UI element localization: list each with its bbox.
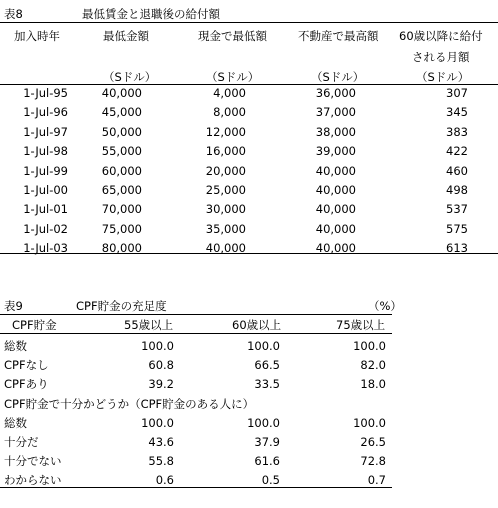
t9-cell: 0.7 [367,473,386,487]
table9-unit: （%） [368,299,402,313]
t9-cell: 43.6 [148,435,174,449]
t8-header-min-amount: 最低金額 [103,29,149,43]
t9-cell: 39.2 [148,377,174,391]
t8-cell: 55,000 [101,144,142,159]
t8-cell: 1-Jul-03 [23,241,68,256]
t8-unit-4: （Sドル） [416,70,470,84]
t8-header-join-year: 加入時年 [14,29,60,43]
t8-cell: 12,000 [205,124,246,139]
t9-cell: 18.0 [360,377,386,391]
t9-cell: 100.0 [247,339,280,353]
table8-label: 表8 [4,7,23,21]
t9-cell: CPFなし [4,358,49,372]
t8-cell: 40,000 [315,241,356,256]
t8-cell: 1-Jul-00 [23,183,68,197]
t8-cell: 1-Jul-97 [23,124,68,139]
t9-cell: 0.5 [261,473,280,487]
t8-cell: 80,000 [101,241,142,256]
t9-cell: 72.8 [360,454,386,468]
t9-cell: 37.9 [254,435,280,449]
t8-cell: 498 [446,183,468,197]
t8-unit-1: （Sドル） [103,70,157,84]
t8-cell: 60,000 [101,163,142,178]
t8-cell: 383 [446,124,468,139]
table8-header-rule [0,84,498,85]
t8-cell: 30,000 [205,202,246,217]
t8-cell: 307 [446,86,468,100]
t9-cell: 0.6 [155,473,174,487]
table8-bottom-rule [0,253,498,254]
t8-cell: 65,000 [101,183,142,197]
t8-header-monthly-benefit-2: される月額 [412,50,470,64]
t8-cell: 1-Jul-99 [23,163,68,178]
t9-cell: CPFあり [4,377,49,391]
t8-cell: 1-Jul-95 [23,86,68,100]
t8-cell: 40,000 [315,183,356,197]
t9-cell: 82.0 [360,358,386,372]
t8-cell: 75,000 [101,221,142,236]
t9-cell: 26.5 [360,435,386,449]
table9-title: CPF貯金の充足度 [76,299,167,313]
t8-cell: 40,000 [101,86,142,100]
t8-header-monthly-benefit: 60歳以降に給付 [399,29,483,43]
table9-bottom-rule [0,487,392,488]
t8-cell: 45,000 [101,105,142,120]
t8-cell: 1-Jul-01 [23,202,68,217]
t8-cell: 38,000 [315,124,356,139]
t8-cell: 40,000 [315,202,356,217]
t9-cell: 十分でない [4,454,62,468]
t8-cell: 50,000 [101,124,142,139]
t9-cell: 十分だ [4,435,39,449]
t9-section-label: CPF貯金で十分かどうか（CPF貯金のある人に） [4,397,255,411]
t9-header-cpf: CPF貯金 [12,318,57,332]
t8-cell: 1-Jul-98 [23,144,68,159]
t9-cell: 総数 [4,416,27,430]
t8-cell: 422 [446,144,468,159]
t9-cell: わからない [4,473,62,487]
table8-title: 最低賃金と退職後の給付額 [82,7,220,21]
t9-cell: 総数 [4,339,27,353]
t9-cell: 100.0 [247,416,280,430]
t9-cell: 100.0 [141,416,174,430]
t8-cell: 36,000 [315,86,356,100]
t8-cell: 537 [446,202,468,217]
t8-cell: 1-Jul-96 [23,105,68,120]
t8-cell: 345 [446,105,468,120]
t8-cell: 40,000 [315,221,356,236]
t8-header-property-max: 不動産で最高額 [298,29,379,43]
table8-top-rule [0,22,498,23]
t8-cell: 40,000 [315,163,356,178]
t9-cell: 61.6 [254,454,280,468]
t8-cell: 460 [446,163,468,178]
t8-cell: 8,000 [213,105,246,120]
t8-cell: 35,000 [205,221,246,236]
t9-cell: 55.8 [148,454,174,468]
t8-cell: 613 [446,241,468,256]
t8-cell: 20,000 [205,163,246,178]
t8-cell: 70,000 [101,202,142,217]
table9-label: 表9 [4,299,23,313]
t8-cell: 40,000 [205,241,246,256]
t8-cell: 37,000 [315,105,356,120]
t9-cell: 100.0 [141,339,174,353]
t9-header-75: 75歳以上 [336,318,386,332]
t9-cell: 60.8 [148,358,174,372]
table9-header-rule [0,333,392,334]
t8-cell: 25,000 [205,183,246,197]
t8-cell: 39,000 [315,144,356,159]
t8-header-cash-min: 現金で最低額 [198,29,267,43]
t8-cell: 1-Jul-02 [23,221,68,236]
t9-cell: 100.0 [353,416,386,430]
t9-header-60: 60歳以上 [232,318,282,332]
t8-unit-3: （Sドル） [311,70,365,84]
t9-cell: 66.5 [254,358,280,372]
t9-cell: 100.0 [353,339,386,353]
table9-top-rule [0,314,392,315]
t9-cell: 33.5 [254,377,280,391]
t8-cell: 4,000 [213,86,246,100]
t8-unit-2: （Sドル） [206,70,260,84]
t8-cell: 16,000 [205,144,246,159]
t8-cell: 575 [446,221,468,236]
t9-header-55: 55歳以上 [124,318,174,332]
